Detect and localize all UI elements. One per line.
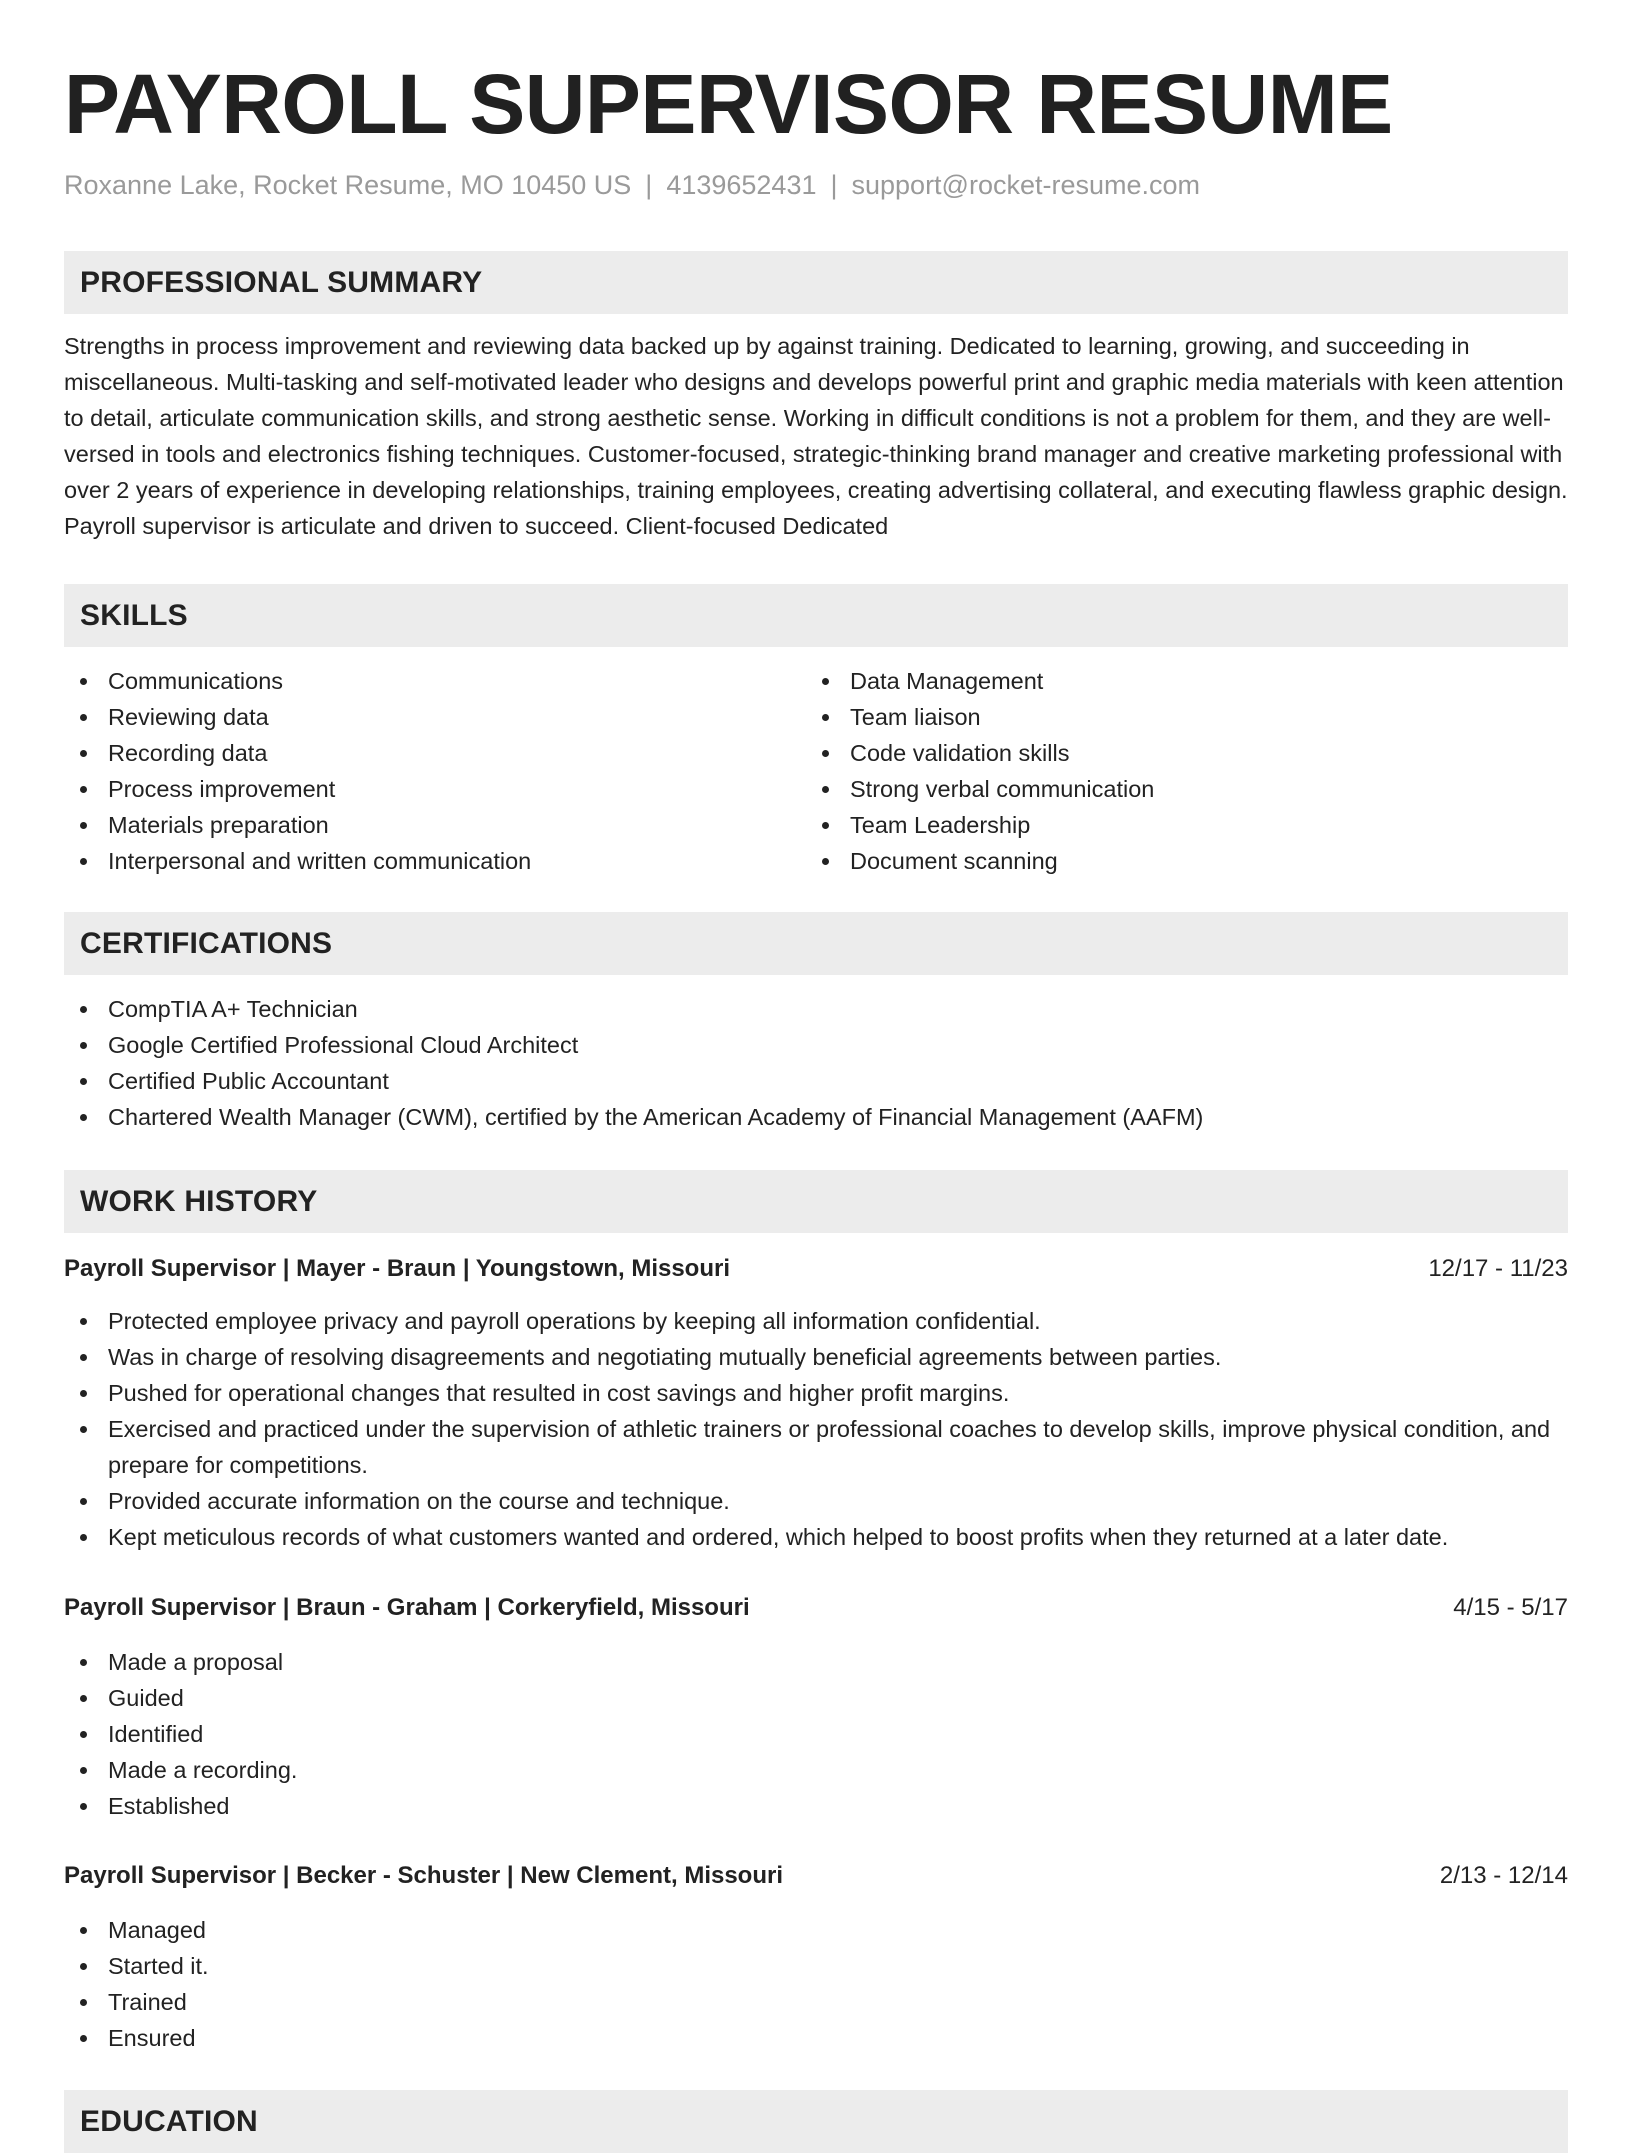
contact-separator: |: [830, 170, 838, 200]
job-title: Payroll Supervisor | Braun - Graham | Corkeryfield, Missouri: [64, 1594, 750, 1621]
contact-phone: 4139652431: [666, 170, 817, 200]
certification-item: Google Certified Professional Cloud Architect: [64, 1027, 1568, 1063]
contact-email: support@rocket-resume.com: [851, 170, 1201, 200]
certifications-section: [64, 912, 1568, 1135]
resume-title: PAYROLL SUPERVISOR RESUME: [64, 57, 1393, 151]
job-bullet: Managed: [64, 1912, 1568, 1948]
job-header: [64, 1590, 1568, 1626]
skills-list-left: [64, 663, 806, 879]
job-entry: [64, 1590, 1568, 1824]
education-section: [64, 2090, 1568, 2138]
job-title: Payroll Supervisor | Mayer - Braun | Youngstown, Missouri: [64, 1255, 731, 1282]
job-header: [64, 1251, 1568, 1287]
job-bullet: Exercised and practiced under the supervision of athletic trainers or professional coaches to develop skills, improve physical condition, and prepare for competitions.: [64, 1411, 1568, 1483]
education-heading: EDUCATION: [64, 2090, 1568, 2153]
job-bullet: Established: [64, 1788, 1568, 1824]
skill-item: Interpersonal and written communication: [64, 843, 806, 879]
skill-item: Document scanning: [806, 843, 1548, 879]
certification-item: CompTIA A+ Technician: [64, 991, 1568, 1027]
work-history-section: [64, 1170, 1568, 1233]
certifications-list: [64, 991, 1568, 1135]
job-bullets: [64, 1644, 1568, 1824]
job-dates: 12/17 - 11/23: [1428, 1255, 1568, 1282]
job-bullet: Trained: [64, 1984, 1568, 2020]
job-bullet: Ensured: [64, 2020, 1568, 2056]
certification-item: Chartered Wealth Manager (CWM), certified by the American Academy of Financial Management (AAFM): [64, 1099, 1568, 1135]
job-bullet: Pushed for operational changes that resulted in cost savings and higher profit margins.: [64, 1375, 1568, 1411]
job-bullet: Started it.: [64, 1948, 1568, 1984]
skill-item: Reviewing data: [64, 699, 806, 735]
certifications-heading: CERTIFICATIONS: [64, 912, 1568, 975]
summary-heading: PROFESSIONAL SUMMARY: [64, 251, 1568, 314]
skill-item: Process improvement: [64, 771, 806, 807]
skill-item: Recording data: [64, 735, 806, 771]
skill-item: Team liaison: [806, 699, 1548, 735]
job-bullet: Guided: [64, 1680, 1568, 1716]
job-entry: [64, 1251, 1568, 1555]
skill-item: Code validation skills: [806, 735, 1548, 771]
resume-page: [64, 0, 1568, 2138]
job-bullet: Was in charge of resolving disagreements and negotiating mutually beneficial agreements between parties.: [64, 1339, 1568, 1375]
job-bullet: Identified: [64, 1716, 1568, 1752]
skills-section: [64, 584, 1568, 879]
summary-text: Strengths in process improvement and reviewing data backed up by against training. Dedicated to learning, growing, and succeeding in miscellaneous. Multi-tasking and self-motivated leader who designs and develops powerful print and graphic media materials with keen attention to detail, articulate communication skills, and strong aesthetic sense. Working in difficult conditions is not a problem for them, and they are well-versed in tools and electronics fishing techniques. Customer-focused, strategic-thinking brand manager and creative marketing professional with over 2 years of experience in developing relationships, training employees, creating advertising collateral, and executing flawless graphic design. Payroll supervisor is articulate and driven to succeed. Client-focused Dedicated: [64, 333, 1568, 539]
job-header: [64, 1858, 1568, 1894]
work-history-heading: WORK HISTORY: [64, 1170, 1568, 1233]
skill-item: Team Leadership: [806, 807, 1548, 843]
summary-section: [64, 251, 1568, 544]
job-bullets: [64, 1912, 1568, 2056]
skill-item: Materials preparation: [64, 807, 806, 843]
skills-grid: [64, 663, 1568, 879]
skills-list-right: [806, 663, 1548, 879]
job-entry: [64, 1858, 1568, 2056]
job-title: Payroll Supervisor | Becker - Schuster | New Clement, Missouri: [64, 1862, 784, 1889]
contact-line: [64, 166, 1568, 204]
job-bullets: [64, 1303, 1568, 1555]
skill-item: Strong verbal communication: [806, 771, 1548, 807]
skill-item: Communications: [64, 663, 806, 699]
contact-address: Roxanne Lake, Rocket Resume, MO 10450 US: [64, 170, 632, 200]
job-bullet: Made a recording.: [64, 1752, 1568, 1788]
skill-item: Data Management: [806, 663, 1548, 699]
job-dates: 2/13 - 12/14: [1439, 1862, 1568, 1889]
job-bullet: Made a proposal: [64, 1644, 1568, 1680]
job-dates: 4/15 - 5/17: [1453, 1594, 1568, 1621]
contact-separator: |: [645, 170, 653, 200]
job-bullet: Kept meticulous records of what customers wanted and ordered, which helped to boost profits when they returned at a later date.: [64, 1519, 1568, 1555]
skills-heading: SKILLS: [64, 584, 1568, 647]
job-bullet: Provided accurate information on the course and technique.: [64, 1483, 1568, 1519]
job-bullet: Protected employee privacy and payroll operations by keeping all information confidential.: [64, 1303, 1568, 1339]
certification-item: Certified Public Accountant: [64, 1063, 1568, 1099]
